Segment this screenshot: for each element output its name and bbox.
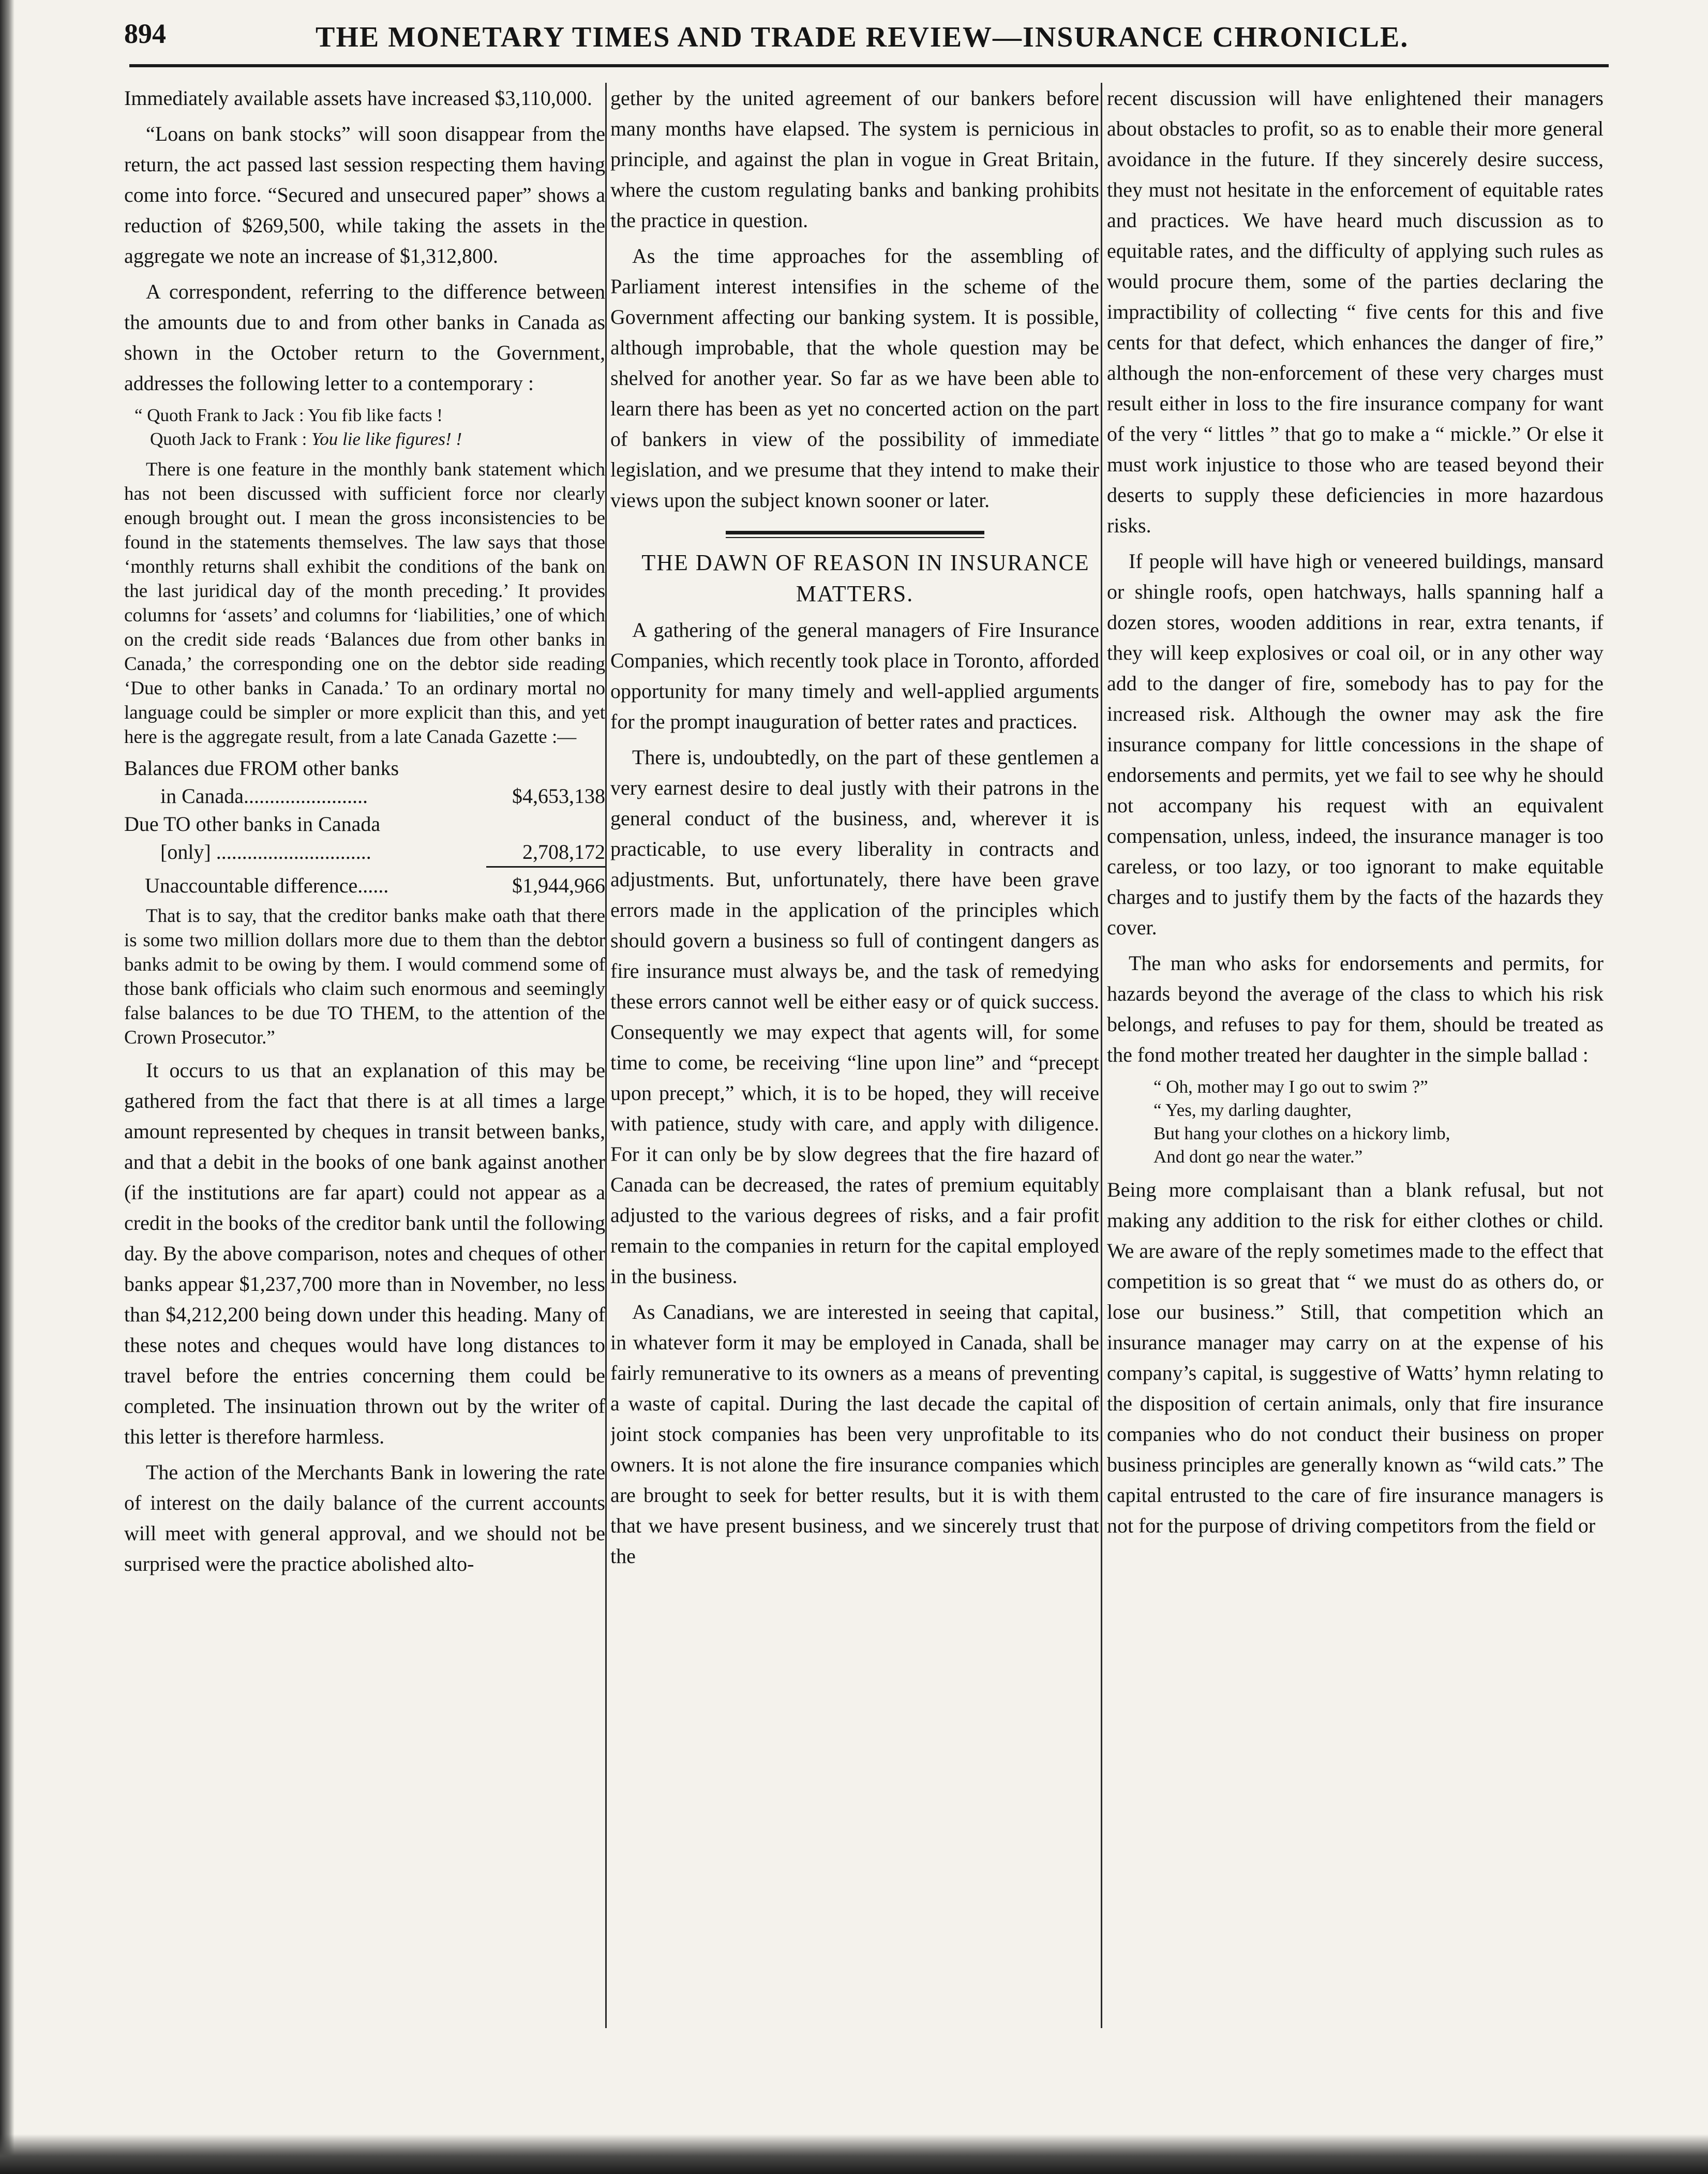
paragraph: “Loans on bank stocks” will soon disappear from the return, the act passed last session respecting them having come into force. “Secured and unsecured paper” shows a reduction of $269,500, while taking the assets in the aggregate we note an increase of $1,312,800. bbox=[124, 122, 605, 267]
masthead-title: THE MONETARY TIMES AND TRADE REVIEW—INSURANCE CHRONICLE. bbox=[316, 21, 1409, 53]
ledger-row bbox=[124, 754, 605, 782]
column-divider-1 bbox=[605, 83, 607, 2028]
article-separator bbox=[726, 531, 984, 538]
separator-thin-rule bbox=[726, 537, 984, 538]
paragraph: Being more complaisant than a blank refusal, but not making any addition to the risk for either clothes or child. We are aware of the reply sometimes made to the effect that competition is so great that “ we must do as others do, or lose our business.” Still, that competition which an insurance manager may carry on at the expense of his company’s capital, is suggestive of Watts’ hymn relating to the disposition of certain animals, only that fire insurance companies who do not conduct their business on proper business principles are generally known as “wild cats.” The capital entrusted to the care of fire insurance managers is not for the purpose of driving competitors from the field or bbox=[1107, 1178, 1604, 1537]
balances-ledger bbox=[124, 754, 605, 900]
paragraph: The man who asks for endorsements and permits, for hazards beyond the average of the class to which his risk belongs, and refuses to pay for them, should be treated as the fond mother treated her daughter in the simple ballad : bbox=[1107, 951, 1604, 1066]
ballad-verse bbox=[1153, 1075, 1604, 1168]
ledger-total-row bbox=[124, 872, 605, 900]
column-1 bbox=[124, 83, 605, 2111]
ledger-amount: 2,708,172 bbox=[522, 840, 605, 863]
paragraph: If people will have high or veneered buildings, mansard or shingle roofs, open hatchways, halls spanning half a dozen stores, wooden additions in rear, extra tenants, if they will keep explosives or coal oil, or in any other way add to the danger of fire, somebody has to pay for the increased risk. Although the owner may ask the fire insurance company for little concessions in the shape of endorsements and permits, yet we fail to see why he should not accompany his request with an equivalent compensation, unless, indeed, the insurance manager is too careless, or too lazy, or too ignorant to make equitable charges and to justify them by the facts of the hazards they cover. bbox=[1107, 549, 1604, 939]
paragraph: There is, undoubtedly, on the part of these gentlemen a very earnest desire to deal justly with their patrons in the general conduct of the business, and, wherever it is practicable, to use every liberality in contracts and adjustments. But, unfortunately, there have been grave errors made in the application of the principles which should govern a business so full of contingent dangers as fire insurance must always be, and the task of remedying these errors cannot well be either easy or of quick success. Consequently we may expect that agents will, for some time to come, be receiving “line upon line” and “precept upon precept,” which, it is to be hoped, they will receive with patience, study with care, and apply with diligence. For it can only be by slow degrees that the fire hazard of Canada can be decreased, the rates of premium equitably adjusted to the various degrees of risks, and a fair profit remain to the companies in return for the capital employed in the business. bbox=[610, 746, 1099, 1288]
letter-paragraph: There is one feature in the monthly bank statement which has not been discussed with sufficient force nor clearly enough brought out. I mean the gross inconsistencies to be found in the statements themselves. The law says that those ‘monthly returns shall exhibit the conditions of the bank on the last juridical day of the month preceding.’ It provides columns for ‘assets’ and columns for ‘liabilities,’ one of which on the credit side reads ‘Balances due from other banks in Canada,’ the corresponding one on the debtor side reading ‘Due to other banks in Canada.’ To an ordinary mortal no language could be simpler or more explicit than this, and yet here is the aggregate result, from a late Canada Gazette :— bbox=[124, 459, 605, 748]
ledger-label: in Canada........................ bbox=[160, 784, 368, 808]
paragraph: It occurs to us that an explanation of this may be gathered from the fact that there is at all times a large amount represented by cheques in transit between banks, and that a debit in the books of one bank against another (if the institutions are far apart) could not appear as a credit in the books of the creditor bank until the following day. By the above comparison, notes and cheques of other banks appear $1,237,700 more than in November, no less than $4,212,200 being down under this heading. Many of these notes and cheques would have long distances to travel before the entries concerning them could be completed. The insinuation thrown out by the writer of this letter is therefore harmless. bbox=[124, 1059, 605, 1448]
verse-line: But hang your clothes on a hickory limb, bbox=[1153, 1123, 1450, 1143]
paragraph: As Canadians, we are interested in seeing that capital, in whatever form it may be employed in Canada, shall be fairly remunerative to its owners as a means of preventing a waste of capital. During the last decade the capital of joint stock companies has been very unprofitable to its owners. It is not alone the fire insurance companies which are brought to seek for better results, but it is with them that we have present business, and we sincerely trust that the bbox=[610, 1300, 1099, 1568]
ledger-row bbox=[124, 782, 605, 810]
page-header bbox=[124, 18, 1593, 64]
ledger-label: Balances due FROM other banks bbox=[124, 756, 399, 780]
scan-edge-bottom bbox=[0, 2134, 1708, 2174]
column-2 bbox=[610, 83, 1099, 2111]
column-divider-2 bbox=[1101, 83, 1102, 2028]
verse-line: “ Yes, my darling daughter, bbox=[1153, 1100, 1352, 1120]
ledger-row bbox=[124, 838, 605, 866]
ledger-amount: $1,944,966 bbox=[512, 874, 605, 897]
ledger-label: Unaccountable difference...... bbox=[145, 874, 389, 897]
paragraph: A correspondent, referring to the difference between the amounts due to and from other banks in Canada as shown in the October return to the Government, addresses the following letter to a contemporary : bbox=[124, 280, 605, 395]
verse-line: And dont go near the water.” bbox=[1153, 1146, 1363, 1167]
ledger-label: [only] .............................. bbox=[160, 840, 371, 863]
paragraph: The action of the Merchants Bank in lowering the rate of interest on the daily balance of the current accounts will meet with general approval, and we should not be surprised were the practice abolished alto- bbox=[124, 1461, 605, 1575]
paragraph: gether by the united agreement of our bankers before many months have elapsed. The system is pernicious in principle, and against the plan in vogue in Great Britain, where the custom regulating banks and banking prohibits the practice in question. bbox=[610, 86, 1099, 232]
verse-line: “ Oh, mother may I go out to swim ?” bbox=[1153, 1077, 1428, 1097]
separator-thick-rule bbox=[726, 531, 984, 534]
paragraph: A gathering of the general managers of Fire Insurance Companies, which recently took place in Toronto, afforded opportunity for many timely and well-applied arguments for the prompt inauguration of better rates and practices. bbox=[610, 618, 1099, 733]
ledger-label: Due TO other banks in Canada bbox=[124, 812, 381, 836]
paragraph: recent discussion will have enlightened their managers about obstacles to profit, so as to enable their more general avoidance in the future. If they sincerely desire success, they must not hesitate in the enforcement of equitable rates and practices. We have heard much discussion as to equitable rates, and the difficulty of applying such rules as would procure them, some of the parties declaring the impractibility of collecting “ five cents for this and five cents for that defect, which enhances the danger of fire,” although the non-enforcement of these very charges must result either in loss to the fire insurance company for want of the very “ littles ” that go to make a “ mickle.” Or else it must work injustice to those who are teased beyond their deserts to supply these deficiencies in more hazardous risks. bbox=[1107, 86, 1604, 537]
column-3 bbox=[1107, 83, 1604, 2111]
ledger-sum-rule bbox=[486, 866, 605, 872]
ledger-row bbox=[124, 810, 605, 838]
paragraph: As the time approaches for the assembling of Parliament interest intensifies in the scheme of the Government affecting our banking system. It is possible, although improbable, that the whole question may be shelved for another year. So far as we have been able to learn there has been as yet no concerted action on the part of bankers in view of the possibility of immediate legislation, and we presume that they intend to make their views upon the subject known sooner or later. bbox=[610, 244, 1099, 512]
paragraph: Immediately available assets have increased $3,110,000. bbox=[124, 86, 592, 110]
ledger-amount: $4,653,138 bbox=[512, 784, 605, 808]
epigraph-line: “ Quoth Frank to Jack : You fib like facts ! bbox=[134, 405, 443, 425]
epigraph-text: Quoth Jack to Frank : bbox=[150, 429, 312, 449]
page-number: 894 bbox=[124, 18, 166, 49]
epigraph bbox=[134, 404, 605, 451]
article-headline: THE DAWN OF REASON IN INSURANCE MATTERS. bbox=[641, 550, 1090, 606]
epigraph-line bbox=[134, 427, 605, 451]
scan-edge-left bbox=[0, 0, 14, 2174]
epigraph-italic: You lie like figures! ! bbox=[311, 429, 462, 449]
header-rule bbox=[129, 64, 1609, 67]
letter-paragraph: That is to say, that the creditor banks make oath that there is some two million dollars more due to them than the debtor banks admit to be owing by them. I would commend some of those bank officials who claim such enormous and seemingly false balances to be due TO THEM, to the attention of the Crown Prosecutor.” bbox=[124, 905, 605, 1048]
